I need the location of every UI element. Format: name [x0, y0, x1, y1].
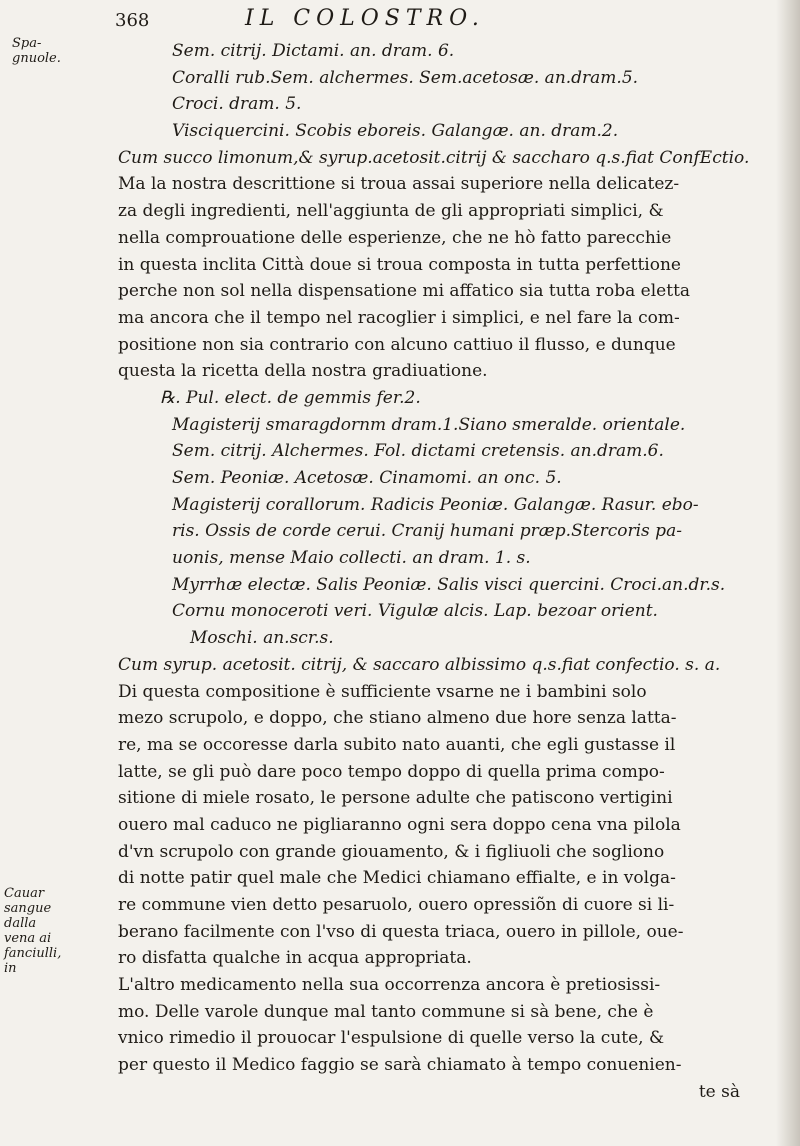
text-line: questa la ricetta della nostra gradiuatione.: [118, 361, 488, 382]
text-line: per questo il Medico faggio se sarà chiamato à tempo conuenien-: [118, 1055, 682, 1076]
page-number: 368: [115, 10, 150, 31]
text-line: uonis, mense Maio collecti. an dram. 1. s.: [172, 548, 531, 569]
text-line: L'altro medicamento nella sua occorrenza ancora è pretiosissi-: [118, 975, 661, 996]
text-line: in questa inclita Città doue si troua composta in tutta perfettione: [118, 254, 681, 275]
text-line: sitione di miele rosato, le persone adulte che patiscono vertigini: [118, 788, 673, 809]
text-line: Magisterij corallorum. Radicis Peoniæ. Galangæ. Rasur. ebo-: [172, 494, 699, 515]
text-line: di notte patir quel male che Medici chiamano effialte, e in volga-: [118, 868, 676, 889]
text-line: Cum syrup. acetosit. citrij, & saccaro albissimo q.s.fiat confectio. s. a.: [118, 654, 721, 675]
text-line: berano facilmente con l'vso di questa triaca, ouero in pillole, oue-: [118, 921, 684, 942]
text-line: Cornu monoceroti veri. Vigulæ alcis. Lap. bezoar orient.: [172, 601, 658, 622]
text-line: Ma la nostra descrittione si troua assai superiore nella delicatez-: [118, 174, 680, 195]
page-edge-shadow: [776, 0, 800, 1146]
text-line: Sem. citrij. Dictami. an. dram. 6.: [172, 41, 455, 61]
text-line: mezo scrupolo, e doppo, che stiano almeno due hore senza latta-: [118, 708, 677, 729]
margin-note-cauar-sangue: Cauar sangue dalla vena ai fanciulli, in: [4, 886, 62, 976]
text-line: Croci. dram. 5.: [172, 94, 302, 115]
text-line: Visciquercini. Scobis eboreis. Galangæ. an. dram.2.: [172, 121, 619, 142]
text-line: vnico rimedio il prouocar l'espulsione di quelle verso la cute, &: [118, 1028, 665, 1049]
text-line: ro disfatta qualche in acqua appropriata.: [118, 948, 472, 969]
text-line: nella comprouatione delle esperienze, che ne hò fatto parecchie: [118, 227, 672, 248]
page-body: [118, 38, 760, 1106]
text-line: Coralli rub.Sem. alchermes. Sem.acetosæ. an.dram.5.: [172, 67, 639, 88]
text-line: mo. Delle varole dunque mal tanto commune si sà bene, che è: [118, 1001, 654, 1022]
text-line: za degli ingredienti, nell'aggiunta de gli appropriati simplici, &: [118, 201, 664, 222]
catchword-line: te sà: [698, 1081, 740, 1102]
text-line: Magisterij smaragdornm dram.1.Siano smeralde. orientale.: [172, 414, 686, 435]
text-line: Sem. citrij. Alchermes. Fol. dictami cretensis. an.dram.6.: [172, 441, 664, 462]
text-line: positione non sia contrario con alcuno cattiuo il flusso, e dunque: [118, 334, 676, 355]
text-line: Cum succo limonum,& syrup.acetosit.citrij & saccharo q.s.fiat ConfEctio.: [118, 147, 750, 168]
text-line: latte, se gli può dare poco tempo doppo di quella prima compo-: [118, 761, 665, 782]
text-line: re commune vien detto pesaruolo, ouero opressiõn di cuore si li-: [118, 895, 675, 915]
text-line: ℞. Pul. elect. de gemmis fer.2.: [160, 387, 421, 408]
page-header: [115, 6, 675, 40]
text-line: ouero mal caduco ne pigliaranno ogni sera doppo cena vna pilola: [118, 814, 681, 835]
text-line: d'vn scrupolo con grande giouamento, & i figliuoli che sogliono: [118, 841, 665, 862]
text-line: ma ancora che il tempo nel racoglier i simplici, e nel fare la com-: [118, 307, 680, 328]
text-line: perche non sol nella dispensatione mi affatico sia tutta roba eletta: [118, 281, 691, 302]
text-line: Sem. Peoniæ. Acetosæ. Cinamomi. an onc. 5.: [172, 468, 562, 488]
running-title: IL COLOSTRO.: [245, 6, 485, 31]
text-line: Myrrhæ electæ. Salis Peoniæ. Salis visci quercini. Croci.an.dr.s.: [172, 574, 726, 595]
text-line: re, ma se occoresse darla subito nato auanti, che egli gustasse il: [118, 734, 676, 755]
margin-note-spagnuole: Spa-gnuole.: [12, 36, 61, 66]
text-line: ris. Ossis de corde cerui. Cranij humani præp.Stercoris pa-: [172, 521, 682, 542]
text-line: Moschi. an.scr.s.: [190, 628, 334, 649]
text-line: Di questa compositione è sufficiente vsarne ne i bambini solo: [118, 681, 647, 702]
